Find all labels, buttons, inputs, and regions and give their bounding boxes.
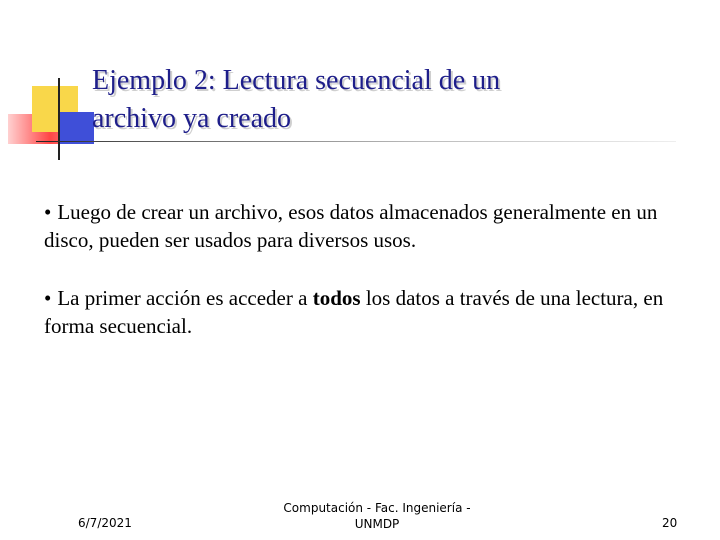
decorative-vertical-line (58, 78, 60, 160)
bullet-paragraph-1 (44, 198, 704, 254)
paragraph-2-text-start: La primer acción es acceder a (57, 286, 313, 310)
footer-organization-line-1: Computación - Fac. Ingeniería - (283, 501, 471, 515)
bullet-paragraph-2 (44, 284, 704, 340)
paragraph-2-text-end: los datos a través de una lectura, en forma secuencial. (44, 286, 664, 338)
bullet-icon: • (44, 286, 52, 310)
title-underline (36, 141, 676, 142)
decorative-blue-square (60, 112, 94, 144)
paragraph-2-bold-word: todos (312, 286, 361, 310)
footer-page-number: 20 (662, 516, 678, 530)
footer-organization (260, 500, 494, 532)
paragraph-1-text: Luego de crear un archivo, esos datos almacenados generalmente en un disco, pueden ser usados para diversos usos. (44, 200, 658, 252)
footer-organization-line-2: UNMDP (354, 517, 400, 531)
slide-title-line-2: archivo ya creado (92, 103, 291, 134)
slide-title-line-1: Ejemplo 2: Lectura secuencial de un (92, 65, 501, 96)
bullet-icon: • (44, 200, 52, 224)
footer-date: 6/7/2021 (78, 516, 132, 530)
slide-title (92, 62, 692, 138)
